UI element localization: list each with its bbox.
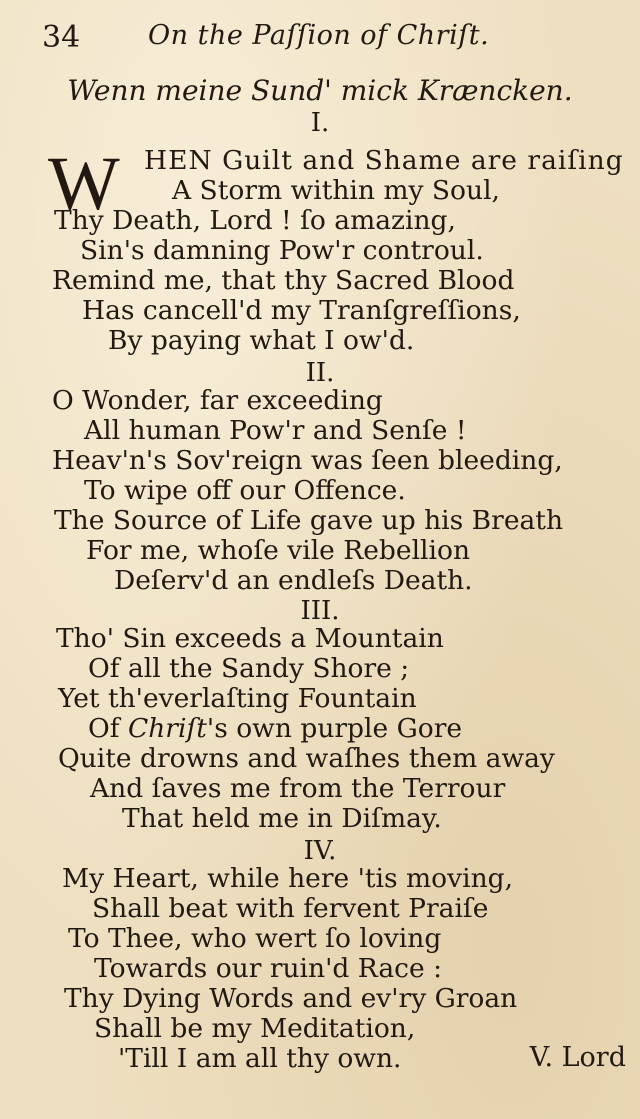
- verse-line: Of all the Sandy Shore ;: [88, 653, 410, 684]
- stanza-number: II.: [305, 358, 335, 388]
- verse-line: Yet th'everlaſting Fountain: [58, 683, 417, 714]
- verse-line: 'Till I am all thy own.: [118, 1043, 402, 1074]
- verse-line: For me, whoſe vile Rebellion: [86, 535, 471, 566]
- page-header: [0, 14, 640, 64]
- verse-line-with-name: Of Chriſt's own purple Gore: [88, 713, 463, 744]
- verse-line: To wipe off our Offence.: [84, 475, 406, 506]
- tune-heading: Wenn meine Sund' mick Kræncken.: [67, 74, 573, 107]
- verse-line: Thy Death, Lord ! ſo amazing,: [54, 205, 456, 236]
- stanza-number: III.: [300, 596, 340, 626]
- running-title: On the Paſſion of Chriſt.: [148, 20, 490, 51]
- verse-line: To Thee, who wert ſo loving: [68, 923, 442, 954]
- verse-line: And ſaves me from the Terrour: [90, 773, 506, 804]
- verse-line: Has cancell'd my Tranſgreſſions,: [82, 295, 521, 326]
- page-number: 34: [42, 20, 81, 55]
- verse-line: Quite drowns and waſhes them away: [58, 743, 555, 774]
- drop-cap: W: [48, 142, 120, 226]
- catchword: V. Lord: [529, 1042, 626, 1073]
- verse-line: Heav'n's Sov'reign was ſeen bleeding,: [52, 445, 563, 476]
- verse-line: O Wonder, far exceeding: [52, 385, 383, 416]
- verse-line: The Source of Life gave up his Breath: [54, 505, 564, 536]
- verse-line: Remind me, that thy Sacred Blood: [52, 265, 515, 296]
- stanza-number: I.: [310, 108, 330, 138]
- verse-line: Deſerv'd an endleſs Death.: [114, 565, 473, 596]
- verse-line: By paying what I ow'd.: [108, 325, 415, 356]
- verse-line: Shall be my Meditation,: [94, 1013, 416, 1044]
- verse-line: That held me in Diſmay.: [122, 803, 442, 834]
- verse-line: Towards our ruin'd Race :: [94, 953, 443, 984]
- verse-line: Tho' Sin exceeds a Mountain: [56, 623, 444, 654]
- verse-line: Thy Dying Words and ev'ry Groan: [64, 983, 518, 1014]
- proper-name: Chriſt: [127, 713, 207, 744]
- verse-line: A Storm within my Soul,: [172, 175, 500, 206]
- verse-line: My Heart, while here 'tis moving,: [62, 863, 514, 894]
- verse-line: Shall beat with fervent Praiſe: [92, 893, 489, 924]
- stanza-number: IV.: [303, 836, 337, 866]
- verse-line: HEN Guilt and Shame are raiſing: [144, 145, 624, 176]
- verse-line: All human Pow'r and Senſe !: [84, 415, 467, 446]
- verse-line: Sin's damning Pow'r controul.: [80, 235, 484, 266]
